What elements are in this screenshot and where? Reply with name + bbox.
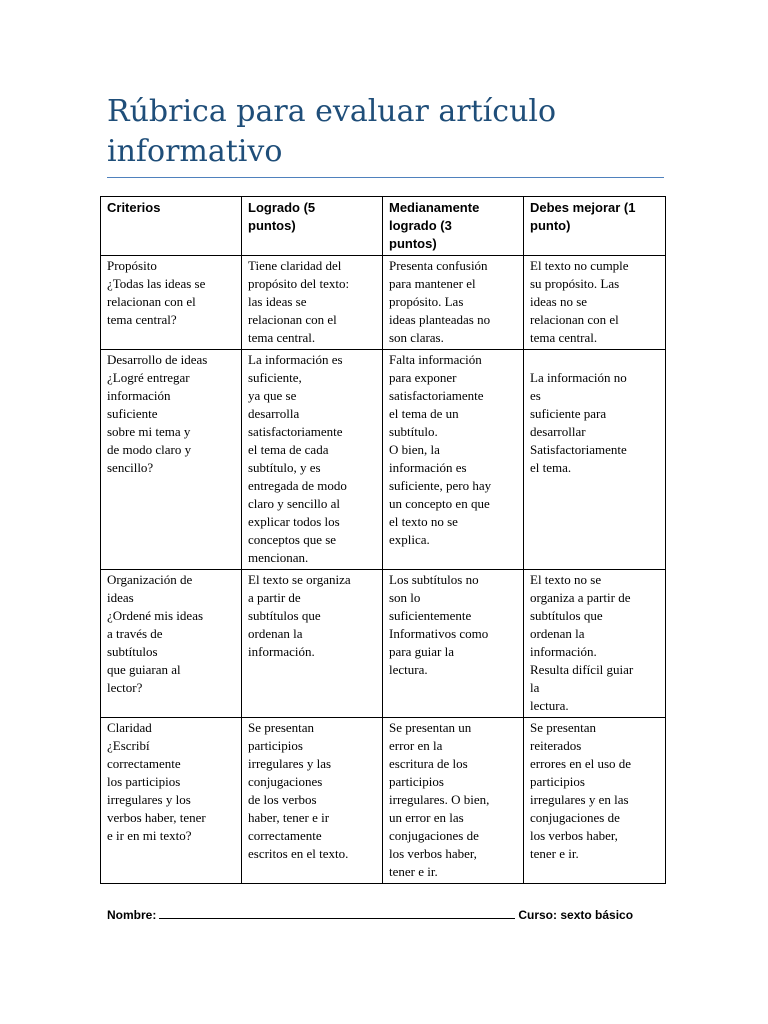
- title-divider: [107, 177, 664, 178]
- criterio-cell: Desarrollo de ideas ¿Logré entregar información suficiente sobre mi tema y de modo claro y sencillo?: [101, 350, 242, 570]
- table-row: [101, 718, 666, 884]
- logrado-cell: La información es suficiente, ya que se desarrolla satisfactoriamente el tema de cada subtítulo, y es entregada de modo claro y sencillo al explicar todos los conceptos que se mencionan.: [242, 350, 383, 570]
- header-debes-mejorar: Debes mejorar (1 punto): [524, 197, 666, 256]
- medianamente-cell: Presenta confusión para mantener el propósito. Las ideas planteadas no son claras.: [383, 256, 524, 350]
- course-label: Curso: sexto básico: [518, 908, 634, 922]
- student-info-line: [107, 906, 633, 923]
- mejorar-cell: Se presentan reiterados errores en el uso de participios irregulares y en las conjugaciones de los verbos haber, tener e ir.: [524, 718, 666, 884]
- logrado-cell: El texto se organiza a partir de subtítulos que ordenan la información.: [242, 570, 383, 718]
- name-blank-line[interactable]: [159, 906, 515, 919]
- logrado-cell: Tiene claridad del propósito del texto: las ideas se relacionan con el tema central.: [242, 256, 383, 350]
- medianamente-cell: Los subtítulos no son lo suficientemente Informativos como para guiar la lectura.: [383, 570, 524, 718]
- table-row: [101, 256, 666, 350]
- mejorar-cell: El texto no cumple su propósito. Las ideas no se relacionan con el tema central.: [524, 256, 666, 350]
- rubric-table: [100, 196, 666, 884]
- header-criterios: Criterios: [101, 197, 242, 256]
- criterio-cell: Organización de ideas ¿Ordené mis ideas a través de subtítulos que guiaran al lector?: [101, 570, 242, 718]
- document-title: Rúbrica para evaluar artículo informativo: [107, 94, 557, 169]
- table-row: [101, 350, 666, 570]
- header-row: [101, 197, 666, 256]
- mejorar-cell: La información no es suficiente para desarrollar Satisfactoriamente el tema.: [524, 350, 666, 570]
- table-row: [101, 570, 666, 718]
- criterio-cell: Propósito ¿Todas las ideas se relacionan con el tema central?: [101, 256, 242, 350]
- name-label: Nombre:: [107, 908, 157, 922]
- header-medianamente-logrado: Medianamente logrado (3 puntos): [383, 197, 524, 256]
- logrado-cell: Se presentan participios irregulares y las conjugaciones de los verbos haber, tener e ir correctamente escritos en el texto.: [242, 718, 383, 884]
- medianamente-cell: Se presentan un error en la escritura de los participios irregulares. O bien, un error en las conjugaciones de los verbos haber, tener e ir.: [383, 718, 524, 884]
- medianamente-cell: Falta información para exponer satisfactoriamente el tema de un subtítulo. O bien, la información es suficiente, pero hay un concepto en que el texto no se explica.: [383, 350, 524, 570]
- header-logrado: Logrado (5 puntos): [242, 197, 383, 256]
- criterio-cell: Claridad ¿Escribí correctamente los participios irregulares y los verbos haber, tener e ir en mi texto?: [101, 718, 242, 884]
- mejorar-cell: El texto no se organiza a partir de subtítulos que ordenan la información. Resulta difícil guiar la lectura.: [524, 570, 666, 718]
